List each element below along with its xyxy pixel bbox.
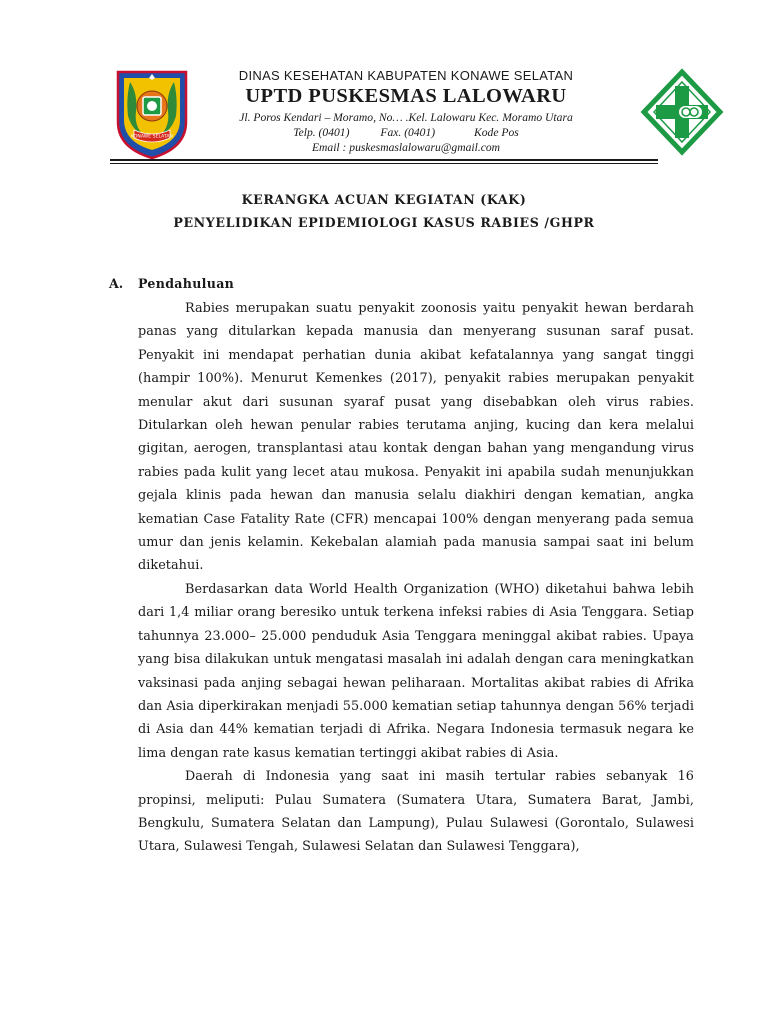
address-line: Jl. Poros Kendari – Moramo, No… .Kel. Lalowaru Kec. Moramo Utara [239, 111, 573, 124]
document-subtitle: PENYELIDIKAN EPIDEMIOLOGI KASUS RABIES /GHPR [173, 215, 595, 230]
agency-name: DINAS KESEHATAN KABUPATEN KONAWE SELATAN [238, 68, 574, 83]
section-letter: A. [109, 276, 124, 291]
email-line: Email : puskesmaslalowaru@gmail.com [311, 141, 501, 154]
emblem-ribbon-text: KONAWE SELATAN [131, 134, 173, 140]
contact-line [196, 127, 616, 139]
phone-text: Telp. (0401) [293, 126, 350, 139]
letterhead-divider [110, 159, 658, 161]
fax-text: Fax. (0401) [380, 126, 436, 139]
postal-code-text: Kode Pos [474, 126, 519, 139]
document-title: KERANGKA ACUAN KEGIATAN (KAK) [241, 192, 527, 207]
paragraph: Rabies merupakan suatu penyakit zoonosis yaitu penyakit hewan berdarah panas yang ditularkan kepada manusia dan menyerang susunan saraf pusat. Penyakit ini mendapat perhatian dunia akibat kefatalannya yang sangat tinggi (hampir 100%). Menurut Kemenkes (2017), penyakit rabies merupakan penyakit menular akut dari susunan syaraf pusat yang disebabkan oleh virus rabies. Ditularkan oleh hewan penular rabies terutama anjing, kucing dan kera melalui gigitan, aerogen, transplantasi atau kontak dengan bahan yang mengandung virus rabies pada kulit yang lecet atau mukosa. Penyakit ini apabila sudah menunjukkan gejala klinis pada hewan dan manusia selalu diakhiri dengan kematian, angka kematian Case Fatality Rate (CFR) mencapai 100% dengan menyerang pada semua umur dan jenis kelamin. Kekebalan alamiah pada manusia sampai saat ini belum diketahui. [138, 301, 694, 574]
puskesmas-cross-logo-icon [640, 68, 724, 156]
regency-emblem-icon [112, 68, 192, 160]
letterhead-divider-thin [110, 163, 658, 164]
section-heading: Pendahuluan [138, 276, 235, 291]
paragraph: Berdasarkan data World Health Organization (WHO) diketahui bahwa lebih dari 1,4 miliar orang beresiko untuk terkena infeksi rabies di Asia Tenggara. Setiap tahunnya 23.000– 25.000 penduduk Asia Tenggara meninggal akibat rabies. Upaya yang bisa dilakukan untuk mengatasi masalah ini adalah dengan cara meningkatkan vaksinasi pada anjing sebagai hewan peliharaan. Mortalitas akibat rabies di Afrika dan Asia diperkirakan menjadi 55.000 kematian setiap tahunnya dengan 56% terjadi di Asia dan 44% kematian terjadi di Afrika. Negara Indonesia termasuk negara ke lima dengan rate kasus kematian tertinggi akibat rabies di Asia. [138, 581, 694, 761]
section-body [138, 297, 694, 859]
institution-name: UPTD PUSKESMAS LALOWARU [245, 85, 567, 107]
paragraph: Daerah di Indonesia yang saat ini masih tertular rabies sebanyak 16 propinsi, meliputi: Pulau Sumatera (Sumatera Utara, Sumatera Barat, Jambi, Bengkulu, Sumatera Selatan dan Lampung), Pulau Sulawesi (Gorontalo, Sulawesi Utara, Sulawesi Tengah, Sulawesi Selatan dan Sulawesi Tenggara), [138, 769, 694, 855]
